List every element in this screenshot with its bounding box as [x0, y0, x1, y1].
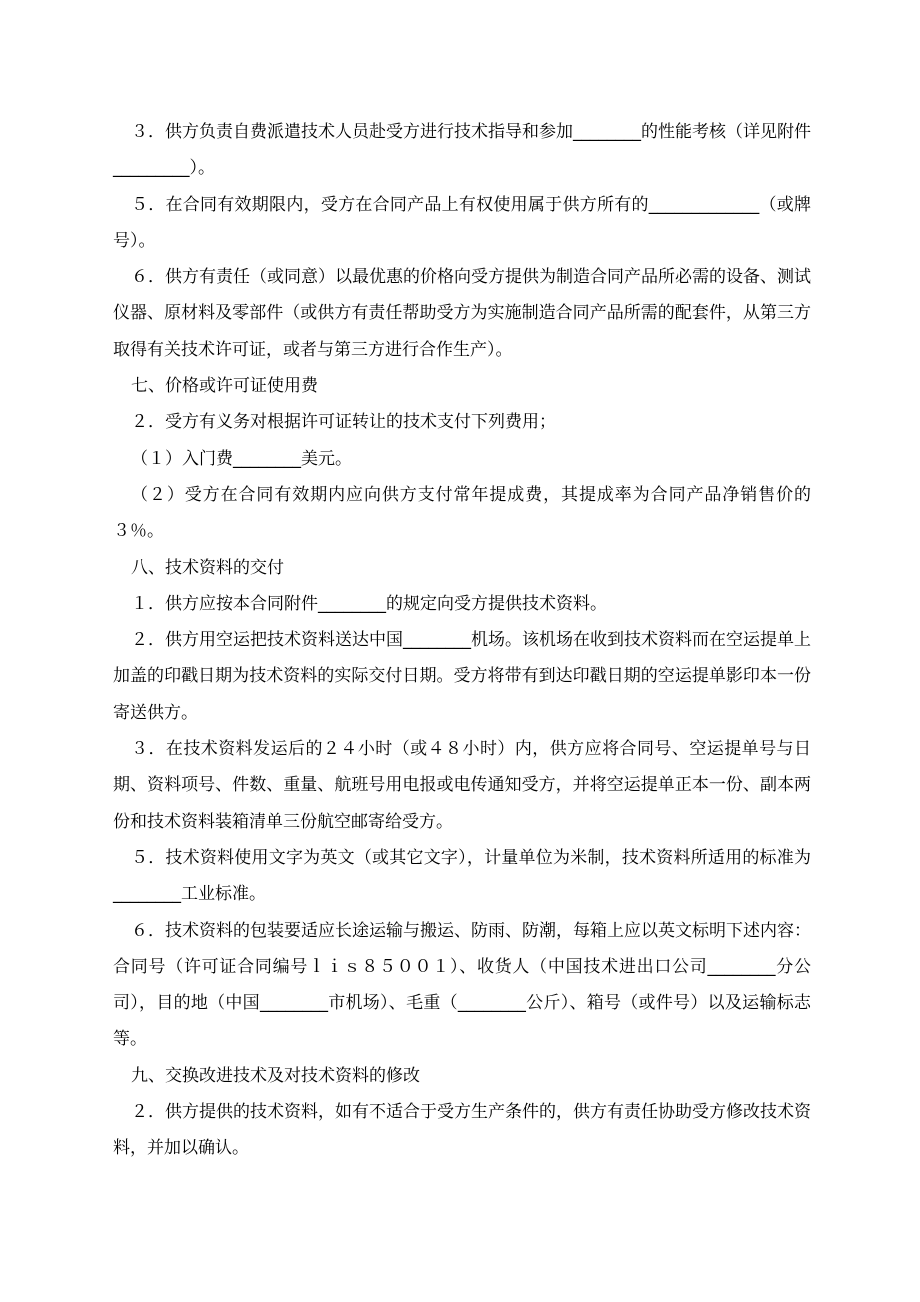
- paragraph: ３．供方负责自费派遣技术人员赴受方进行技术指导和参加________的性能考核（详见附件_________）。: [113, 122, 811, 179]
- paragraph: （１）入门费________美元。: [131, 448, 352, 469]
- paragraph: （２）受方在合同有效期内应向供方支付常年提成费，其提成率为合同产品净销售价的３％。: [113, 484, 811, 542]
- paragraph: ６．技术资料的包装要适应长途运输与搬运、防雨、防潮，每箱上应以英文标明下述内容：合同号（许可证合同编号ｌｉｓ８５００１）、收货人（中国技术进出口公司________分公司），目的地（中国________市机场）、毛重（________公斤）、箱号（或件号）以及运输标志等。: [113, 920, 811, 1050]
- paragraph: ５．在合同有效期限内，受方在合同产品上有权使用属于供方所有的_____________（或牌号）。: [113, 194, 811, 251]
- paragraph: ６．供方有责任（或同意）以最优惠的价格向受方提供为制造合同产品所必需的设备、测试仪器、原材料及零部件（或供方有责任帮助受方为实施制造合同产品所需的配套件，从第三方取得有关技术许可证，或者与第三方进行合作生产）。: [113, 267, 811, 360]
- section-heading: 九、交换改进技术及对技术资料的修改: [131, 1065, 420, 1086]
- paragraph: ５．技术资料使用文字为英文（或其它文字），计量单位为米制，技术资料所适用的标准为________工业标准。: [113, 847, 811, 905]
- paragraph: １．供方应按本合同附件________的规定向受方提供技术资料。: [131, 593, 607, 614]
- section-heading: 七、价格或许可证使用费: [131, 376, 318, 397]
- paragraph: ２．供方用空运把技术资料送达中国________机场。该机场在收到技术资料而在空运提单上加盖的印戳日期为技术资料的实际交付日期。受方将带有到达印戳日期的空运提单影印本一份寄送供方。: [113, 630, 811, 723]
- paragraph: ３．在技术资料发运后的２４小时（或４８小时）内，供方应将合同号、空运提单号与日期、资料项号、件数、重量、航班号用电报或电传通知受方，并将空运提单正本一份、副本两份和技术资料装箱清单三份航空邮寄给受方。: [113, 739, 811, 832]
- section-heading: 八、技术资料的交付: [131, 557, 284, 578]
- document-body: [113, 114, 811, 1167]
- paragraph: ２．受方有义务对根据许可证转让的技术支付下列费用；: [131, 412, 556, 433]
- paragraph: ２．供方提供的技术资料，如有不适合于受方生产条件的，供方有责任协助受方修改技术资料，并加以确认。: [113, 1102, 811, 1159]
